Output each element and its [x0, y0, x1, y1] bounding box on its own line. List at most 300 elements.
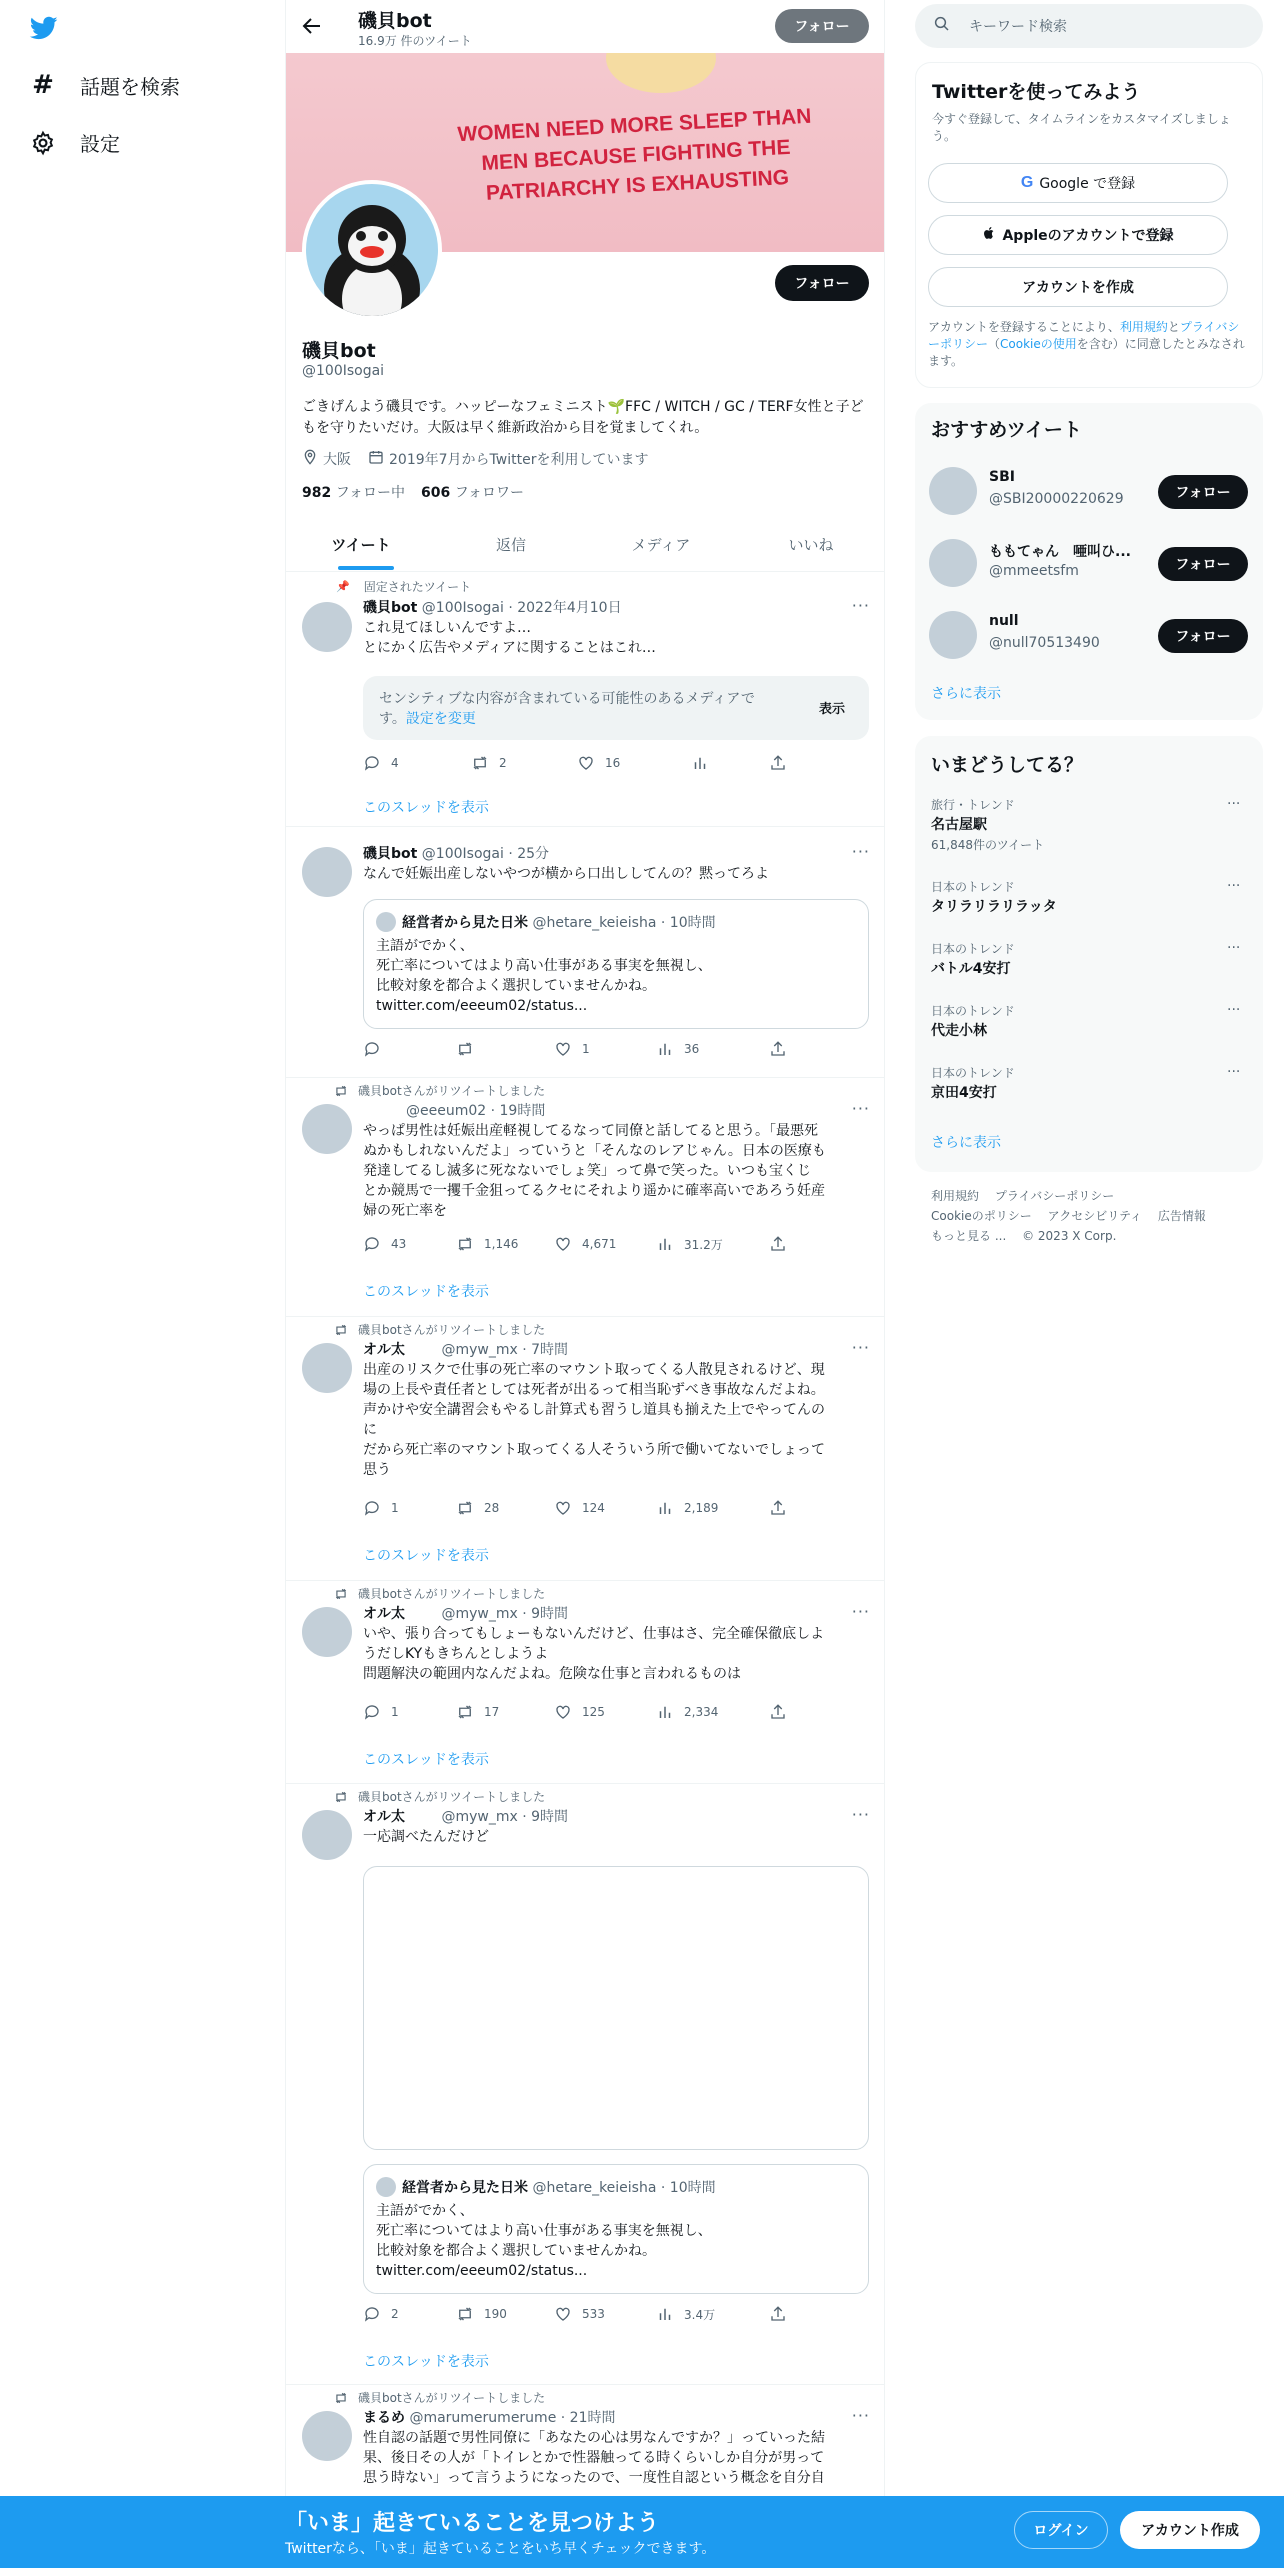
- more-options-icon[interactable]: ···: [1227, 796, 1241, 812]
- retweet-icon: [334, 1323, 348, 1337]
- avatar[interactable]: [302, 847, 352, 897]
- trend-item[interactable]: [915, 794, 1263, 858]
- trend-count: 61,848件のツイート: [931, 838, 1045, 852]
- analytics-button[interactable]: [656, 1499, 718, 1517]
- share-icon: [769, 1703, 787, 1721]
- penguin-avatar-icon: [306, 184, 438, 316]
- share-icon: [769, 1499, 787, 1517]
- tweet-meta: @myw_mx · 7時間: [441, 1342, 569, 1358]
- following-count: 982: [302, 485, 332, 501]
- tweet[interactable]: [286, 1581, 885, 1783]
- who-show-more-link[interactable]: さらに表示: [931, 686, 1001, 702]
- google-icon: G: [1020, 174, 1034, 191]
- reply-button[interactable]: [363, 1499, 399, 1517]
- tweet-author-line: [363, 1604, 568, 1624]
- avatar: [929, 467, 977, 515]
- footer-privacy-link[interactable]: プライバシーポリシー: [994, 1189, 1115, 1203]
- tweet-text-line-1: 出産のリスクで仕事の死亡率のマウント取ってくる人散見されるけど、現: [363, 1362, 825, 1378]
- retweet-icon: [456, 1499, 474, 1517]
- trend-name: 名古屋駅: [931, 817, 987, 833]
- footer-cookie-link[interactable]: Cookieのポリシー: [931, 1209, 1032, 1223]
- signup-title: Twitterを使ってみよう: [932, 81, 1141, 103]
- retweet-label-text: 磯貝botさんがリツイートしました: [358, 1323, 546, 1337]
- banner-text: [414, 100, 858, 213]
- privacy-link[interactable]: プライバシーポリシー: [928, 320, 1240, 351]
- like-count: 124: [582, 1501, 605, 1515]
- trend-name: 代走小林: [931, 1023, 987, 1039]
- reply-button[interactable]: [363, 1040, 381, 1058]
- bottom-bar-title: 「いま」起きていることを見つけよう: [285, 2511, 660, 2536]
- suggested-user-name: SBI: [989, 469, 1015, 485]
- analytics-button[interactable]: [691, 754, 709, 772]
- tweet-text-line-2: うだしKYもきちんとしようよ: [363, 1646, 549, 1662]
- avatar: [929, 611, 977, 659]
- share-button[interactable]: [769, 754, 787, 772]
- tweet-author-name: 磯貝bot: [363, 846, 418, 862]
- heart-icon: [577, 754, 595, 772]
- retweet-icon: [334, 1587, 348, 1601]
- show-media-button[interactable]: 表示: [819, 702, 846, 717]
- views-count: 2,334: [684, 1705, 719, 1719]
- retweet-icon: [471, 754, 489, 772]
- retweet-icon: [456, 2305, 474, 2323]
- following-link[interactable]: [302, 482, 405, 502]
- suggested-user[interactable]: [915, 599, 1263, 671]
- like-count: 16: [605, 756, 621, 770]
- retweet-label: [334, 1585, 545, 1602]
- retweet-count: 28: [484, 1501, 500, 1515]
- more-options-icon[interactable]: ···: [1227, 1064, 1241, 1080]
- more-options-icon[interactable]: ···: [851, 596, 870, 615]
- tweet-text-line-2: 場の上長や責任者としては死者が出るって相当恥ずべき事故なんだよね。: [363, 1382, 825, 1398]
- show-thread-link[interactable]: このスレッドを表示: [363, 1752, 489, 1768]
- tweet-meta: @marumerumerume · 21時間: [409, 2410, 616, 2426]
- quoted-line-2: 死亡率についてはより高い仕事がある事実を無視し、: [376, 2223, 712, 2239]
- trends-show-more-link[interactable]: さらに表示: [931, 1135, 1001, 1151]
- analytics-icon: [656, 1235, 674, 1253]
- header-name: 磯貝bot: [358, 10, 432, 32]
- trend-name: 京田4安打: [931, 1085, 997, 1101]
- quoted-line-1: 主語がでかく、: [376, 2203, 474, 2219]
- tweet-text-line-2: 果、後日その人が「トイレとかで性器触ってる時くらいしか自分が男って: [363, 2450, 825, 2466]
- retweet-button[interactable]: [456, 1703, 499, 1721]
- sensitive-text-line-1: センシティブな内容が含まれている可能性のあるメディアで: [379, 691, 755, 707]
- sensitive-text-tail: す。: [379, 711, 406, 727]
- retweet-button[interactable]: [456, 1235, 518, 1253]
- pin-icon: 📌: [336, 580, 350, 593]
- retweet-count: 17: [484, 1705, 500, 1719]
- footer-row-1: [931, 1186, 1251, 1206]
- quoted-line-2: 死亡率についてはより高い仕事がある事実を無視し、: [376, 958, 712, 974]
- analytics-icon: [656, 2305, 674, 2323]
- tweet-text-line-3: 思う時ない」って言うようになったので、一度性自認という概念を自分自: [363, 2470, 825, 2486]
- profile-location: [302, 449, 351, 469]
- like-button[interactable]: [554, 2305, 605, 2323]
- retweet-button[interactable]: [456, 1499, 499, 1517]
- profile-follow-button[interactable]: フォロー: [775, 265, 869, 301]
- avatar[interactable]: [302, 2411, 352, 2461]
- retweet-label-text: 磯貝botさんがリツイートしました: [358, 1084, 546, 1098]
- avatar[interactable]: [302, 1343, 352, 1393]
- nav-explore-label: 話題を検索: [80, 74, 180, 99]
- signup-legal: [928, 319, 1248, 370]
- search-placeholder: キーワード検索: [969, 19, 1067, 35]
- retweet-icon: [456, 1040, 474, 1058]
- suggested-user-handle: @mmeetsfm: [989, 563, 1079, 579]
- tweet-meta: @100Isogai · 25分: [421, 846, 550, 862]
- quoted-author-line: [402, 912, 716, 932]
- analytics-button[interactable]: [656, 1235, 723, 1253]
- analytics-icon: [656, 1703, 674, 1721]
- analytics-button[interactable]: [656, 1703, 718, 1721]
- trend-item[interactable]: [915, 1000, 1263, 1050]
- quoted-link: twitter.com/eeeum02/status...: [376, 2263, 588, 2279]
- tweet-author-line: [363, 598, 622, 618]
- tweet-text-line-5: だから死亡率のマウント取ってくる人そういう所で働いてないでしょって: [363, 1442, 825, 1458]
- apple-signup-label: Appleのアカウントで登録: [1002, 228, 1174, 244]
- tweet-meta: @myw_mx · 9時間: [441, 1809, 569, 1825]
- calendar-icon: [368, 449, 384, 469]
- location-pin-icon: [302, 449, 318, 469]
- legal-paren: （: [988, 337, 1001, 351]
- nav-settings-label: 設定: [80, 132, 120, 156]
- reply-count: 1: [391, 1501, 399, 1515]
- share-icon: [769, 2305, 787, 2323]
- tweet-text-line-6: 思う: [363, 1462, 391, 1478]
- footer-copyright: © 2023 X Corp.: [1022, 1229, 1117, 1243]
- more-options-icon[interactable]: ···: [851, 2406, 870, 2425]
- retweet-button[interactable]: [456, 2305, 507, 2323]
- reply-icon: [363, 1703, 381, 1721]
- google-signup-button[interactable]: [928, 163, 1228, 203]
- reply-icon: [363, 1235, 381, 1253]
- bottom-signup-bar: [0, 2496, 1284, 2568]
- profile-column: [285, 0, 885, 2568]
- trend-meta: 日本のトレンド: [931, 1066, 1015, 1080]
- suggested-user-handle: @SBI20000220629: [989, 491, 1124, 507]
- profile-name: 磯貝bot: [302, 340, 376, 362]
- more-options-icon[interactable]: ···: [851, 842, 870, 861]
- trends-panel: [915, 736, 1263, 1172]
- quoted-author-name: 経営者から見た日米: [402, 2180, 528, 2196]
- suggested-user-name: ももてゃん 唖叫ひ...: [989, 544, 1131, 560]
- like-button[interactable]: [554, 1703, 605, 1721]
- trend-name: バトル4安打: [931, 961, 1011, 977]
- pinned-label-text: 固定されたツイート: [363, 580, 472, 594]
- nav-settings[interactable]: [30, 128, 120, 157]
- reply-icon: [363, 2305, 381, 2323]
- analytics-icon: [656, 1040, 674, 1058]
- banner-line-1: WOMEN NEED MORE SLEEP THAN: [456, 104, 812, 147]
- retweet-label-text: 磯貝botさんがリツイートしました: [358, 1587, 546, 1601]
- tweet-meta: @myw_mx · 9時間: [441, 1606, 569, 1622]
- search-input[interactable]: [915, 4, 1263, 48]
- retweet-count: 2: [499, 756, 507, 770]
- tweet-meta: @eeeum02 · 19時間: [406, 1103, 546, 1119]
- trends-title: いまどうしてる？: [931, 754, 1084, 776]
- terms-link[interactable]: 利用規約: [1119, 320, 1168, 334]
- profile-bio: ごきげんよう磯貝です。ハッピーなフェミニスト🌱FFC / WITCH / GC / TERF女性と子どもを守りたいだけ。大阪は早く維新政治から目を覚ましてくれ。: [302, 399, 864, 436]
- reply-count: 2: [391, 2307, 399, 2321]
- tab-tweets[interactable]: ツイート: [331, 535, 391, 554]
- analytics-icon: [656, 1499, 674, 1517]
- legal-text-1: アカウントを登録することにより、: [928, 320, 1120, 334]
- tweet[interactable]: [286, 1784, 885, 2384]
- signup-subtitle: 今すぐ登録して、タイムラインをカスタマイズしましょう。: [932, 112, 1231, 143]
- who-to-follow-panel: [915, 403, 1263, 720]
- retweet-icon: [334, 2391, 348, 2405]
- suggested-follow-button[interactable]: フォロー: [1158, 547, 1248, 581]
- tweet-text-line-1: いや、張り合ってもしょーもないんだけど、仕事はさ、完全確保徹底しよ: [363, 1626, 825, 1642]
- tweet-text-line-2: とにかく広告やメディアに関することはこれ…: [363, 640, 656, 656]
- footer-ads-link[interactable]: 広告情報: [1157, 1209, 1206, 1223]
- avatar: [929, 539, 977, 587]
- trend-item[interactable]: [915, 1062, 1263, 1112]
- retweet-label: [334, 1082, 545, 1099]
- reply-count: 1: [391, 1705, 399, 1719]
- reply-count: 4: [391, 756, 399, 770]
- avatar[interactable]: [302, 602, 352, 652]
- google-signup-label: Google で登録: [1039, 176, 1136, 192]
- tweet-meta: @100Isogai · 2022年4月10日: [421, 600, 622, 616]
- retweet-button[interactable]: [456, 1040, 474, 1058]
- reply-button[interactable]: [363, 1703, 399, 1721]
- gear-icon: [30, 130, 56, 156]
- tweet-author-line: [363, 2408, 615, 2428]
- suggested-user[interactable]: [915, 527, 1263, 599]
- quoted-avatar: [376, 2177, 396, 2197]
- following-label: フォロー中: [335, 485, 405, 501]
- tweet-text: なんで妊娠出産しないやつが横から口出ししてんの？黙ってろよ: [363, 866, 769, 882]
- views-count: 36: [684, 1042, 700, 1056]
- avatar[interactable]: [302, 1607, 352, 1657]
- suggested-user-name: null: [989, 613, 1019, 629]
- tweet-text-line-3: 発達してるし滅多に死なないでしょ笑」って鼻で笑った。いつも宝くじ: [363, 1163, 811, 1179]
- legal-text-4: を含む）に同意したとみなされます。: [928, 337, 1245, 368]
- share-button[interactable]: [769, 1703, 787, 1721]
- show-thread-link[interactable]: このスレッドを表示: [363, 1548, 489, 1564]
- pinned-label: [336, 578, 471, 595]
- tab-likes[interactable]: いいね: [788, 535, 834, 554]
- heart-icon: [554, 1235, 572, 1253]
- analytics-button[interactable]: [656, 1040, 699, 1058]
- footer-terms-link[interactable]: 利用規約: [931, 1189, 980, 1203]
- tweet-text-line-1: やっぱ男性は妊娠出産軽視してるなって同僚と話してると思う。「最悪死: [363, 1123, 818, 1139]
- retweet-count: 1,146: [484, 1237, 519, 1251]
- tweet-text-line-5: 婦の死亡率を: [363, 1203, 447, 1219]
- share-button[interactable]: [769, 2305, 787, 2323]
- header-tweet-count: 16.9万 件のツイート: [358, 34, 472, 48]
- share-icon: [769, 1235, 787, 1253]
- footer-row-2: [931, 1206, 1251, 1226]
- retweet-icon: [334, 1790, 348, 1804]
- quoted-avatar: [376, 912, 396, 932]
- footer-more-link[interactable]: もっと見る ...: [931, 1229, 1007, 1243]
- trend-item[interactable]: [915, 938, 1263, 988]
- header-follow-button[interactable]: フォロー: [775, 9, 869, 43]
- tweet-author-line: [363, 1340, 568, 1360]
- retweet-label-text: 磯貝botさんがリツイートしました: [358, 2391, 546, 2405]
- apple-icon: [982, 225, 996, 245]
- retweet-button[interactable]: [471, 754, 507, 772]
- profile-joined-text: 2019年7月からTwitterを利用しています: [389, 452, 649, 468]
- quoted-author-name: 経営者から見た日米: [402, 915, 528, 931]
- reply-button[interactable]: [363, 2305, 399, 2323]
- share-button[interactable]: [769, 1235, 787, 1253]
- trend-meta: 日本のトレンド: [931, 1004, 1015, 1018]
- change-settings-link[interactable]: 設定を変更: [405, 711, 476, 727]
- retweet-icon: [456, 1703, 474, 1721]
- tweet-text-line-4: とか競馬で一攫千金狙ってるクセにそれより遥かに確率高いであろう妊産: [363, 1183, 825, 1199]
- like-button[interactable]: [577, 754, 620, 772]
- views-count: 2,189: [684, 1501, 719, 1515]
- nav-explore[interactable]: [30, 70, 180, 100]
- tweet-text-line-2: ぬかもしれないんだよ」っていうと「そんなのレアじゃん。日本の医療も: [363, 1143, 826, 1159]
- heart-icon: [554, 1040, 572, 1058]
- suggested-follow-button[interactable]: フォロー: [1158, 475, 1248, 509]
- suggested-user-handle: @null70513490: [989, 635, 1100, 651]
- avatar[interactable]: [302, 1810, 352, 1860]
- pinned-tweet[interactable]: [286, 572, 885, 826]
- analytics-button[interactable]: [656, 2305, 715, 2323]
- trend-meta: 旅行・トレンド: [931, 798, 1015, 812]
- tweet-text-line-3: 問題解決の範囲内なんだよね。危険な仕事と言われるものは: [363, 1666, 741, 1682]
- tweet-author-name: オル太: [363, 1342, 405, 1358]
- more-options-icon[interactable]: ···: [851, 1338, 870, 1357]
- retweet-icon: [456, 1235, 474, 1253]
- twitter-logo-icon[interactable]: [28, 14, 60, 42]
- tab-replies[interactable]: 返信: [495, 535, 526, 554]
- avatar[interactable]: [302, 1104, 352, 1154]
- banner-hair-decoration: [606, 53, 716, 93]
- search-icon: [933, 15, 951, 37]
- trend-meta: 日本のトレンド: [931, 880, 1015, 894]
- reply-icon: [363, 1499, 381, 1517]
- tweet-author-name: オル太: [363, 1809, 405, 1825]
- tweet[interactable]: [286, 1317, 885, 1580]
- quoted-meta: @hetare_keieisha · 10時間: [532, 915, 716, 931]
- who-title: おすすめツイート: [931, 419, 1082, 441]
- followers-link[interactable]: [421, 482, 524, 502]
- profile-location-text: 大阪: [323, 452, 351, 468]
- like-count: 533: [582, 2307, 605, 2321]
- tweet-text: 一応調べたんだけど: [363, 1829, 489, 1845]
- retweet-label: [334, 1321, 545, 1338]
- like-button[interactable]: [554, 1499, 605, 1517]
- media-image[interactable]: [363, 1866, 869, 2150]
- retweet-count: 190: [484, 2307, 507, 2321]
- like-button[interactable]: [554, 1235, 616, 1253]
- signup-panel: [915, 62, 1263, 388]
- more-options-icon[interactable]: ···: [1227, 878, 1241, 894]
- cookie-link[interactable]: Cookieの使用: [1000, 337, 1077, 351]
- reply-icon: [363, 1040, 381, 1058]
- retweet-icon: [334, 1084, 348, 1098]
- suggested-follow-button[interactable]: フォロー: [1158, 619, 1248, 653]
- profile-handle: @100Isogai: [302, 363, 385, 379]
- show-thread-link[interactable]: このスレッドを表示: [363, 2354, 489, 2370]
- hashtag-icon: #: [32, 70, 54, 100]
- followers-count: 606: [421, 485, 451, 501]
- share-icon: [769, 754, 787, 772]
- sensitive-text-line-2: [379, 708, 476, 728]
- trend-item[interactable]: [915, 876, 1263, 926]
- quoted-link: twitter.com/eeeum02/status...: [376, 998, 588, 1014]
- tweet-author-name: まるめ: [363, 2410, 405, 2426]
- quoted-line-1: 主語がでかく、: [376, 938, 474, 954]
- like-count: 1: [582, 1042, 590, 1056]
- tweet-text-line-3: 声かけや安全講習会もやるし計算式も習うし道具も揃えた上でやってんの: [363, 1402, 825, 1418]
- quoted-tweet[interactable]: [363, 2164, 869, 2294]
- footer-links: [931, 1186, 1251, 1246]
- quoted-tweet[interactable]: [363, 899, 869, 1029]
- banner-line-2: MEN BECAUSE FIGHTING THE: [480, 135, 791, 176]
- sensitive-media-box: [363, 676, 869, 740]
- quoted-line-3: 比較対象を都合よく選択していませんかね。: [376, 978, 656, 994]
- heart-icon: [554, 1499, 572, 1517]
- retweet-label: [334, 1788, 545, 1805]
- tweet-author-line: [363, 844, 549, 864]
- more-options-icon[interactable]: ···: [1227, 1002, 1241, 1018]
- like-button[interactable]: [554, 1040, 590, 1058]
- heart-icon: [554, 1703, 572, 1721]
- show-thread-link[interactable]: このスレッドを表示: [363, 1284, 489, 1300]
- footer-accessibility-link[interactable]: アクセシビリティ: [1047, 1209, 1143, 1223]
- share-icon: [769, 1040, 787, 1058]
- more-options-icon[interactable]: ···: [851, 1099, 870, 1118]
- back-arrow-icon[interactable]: [300, 14, 324, 38]
- suggested-user[interactable]: [915, 455, 1263, 527]
- quoted-line-3: 比較対象を都合よく選択していませんかね。: [376, 2243, 656, 2259]
- more-options-icon[interactable]: ···: [851, 1805, 870, 1824]
- show-thread-link[interactable]: このスレッドを表示: [363, 800, 489, 816]
- heart-icon: [554, 2305, 572, 2323]
- trend-meta: 日本のトレンド: [931, 942, 1015, 956]
- legal-and: と: [1167, 320, 1180, 334]
- footer-row-3: [931, 1226, 1251, 1246]
- more-options-icon[interactable]: ···: [1227, 940, 1241, 956]
- retweet-label-text: 磯貝botさんがリツイートしました: [358, 1790, 546, 1804]
- tweet-author-name: オル太: [363, 1606, 405, 1622]
- profile-avatar[interactable]: [302, 180, 442, 320]
- tweet-text-line-1: 性自認の話題で男性同僚に「あなたの心は男なんですか？」っていった結: [363, 2430, 825, 2446]
- profile-joined: [368, 449, 648, 469]
- signup-button[interactable]: アカウント作成: [1120, 2511, 1260, 2549]
- reply-icon: [363, 754, 381, 772]
- tab-media[interactable]: メディア: [631, 535, 691, 554]
- create-account-button[interactable]: アカウントを作成: [928, 267, 1228, 307]
- tweet-author-line: [363, 1807, 568, 1827]
- apple-signup-button[interactable]: [928, 215, 1228, 255]
- trend-name: タリラリラリラッタ: [931, 899, 1057, 915]
- more-options-icon[interactable]: ···: [851, 1602, 870, 1621]
- tweet[interactable]: [286, 827, 885, 1077]
- share-button[interactable]: [769, 1040, 787, 1058]
- quoted-meta: @hetare_keieisha · 10時間: [532, 2180, 716, 2196]
- share-button[interactable]: [769, 1499, 787, 1517]
- followers-label: フォロワー: [454, 485, 524, 501]
- reply-button[interactable]: [363, 1235, 406, 1253]
- tweet-text-line-1: これ見てほしいんですよ…: [363, 620, 531, 636]
- tweet[interactable]: [286, 1078, 885, 1316]
- bottom-bar-subtitle: Twitterなら、「いま」起きていることをいち早くチェックできます。: [285, 2541, 716, 2557]
- analytics-icon: [691, 754, 709, 772]
- reply-button[interactable]: [363, 754, 399, 772]
- login-button[interactable]: ログイン: [1014, 2511, 1108, 2549]
- retweet-label: [334, 2389, 545, 2406]
- like-count: 125: [582, 1705, 605, 1719]
- quoted-author-line: [402, 2177, 716, 2197]
